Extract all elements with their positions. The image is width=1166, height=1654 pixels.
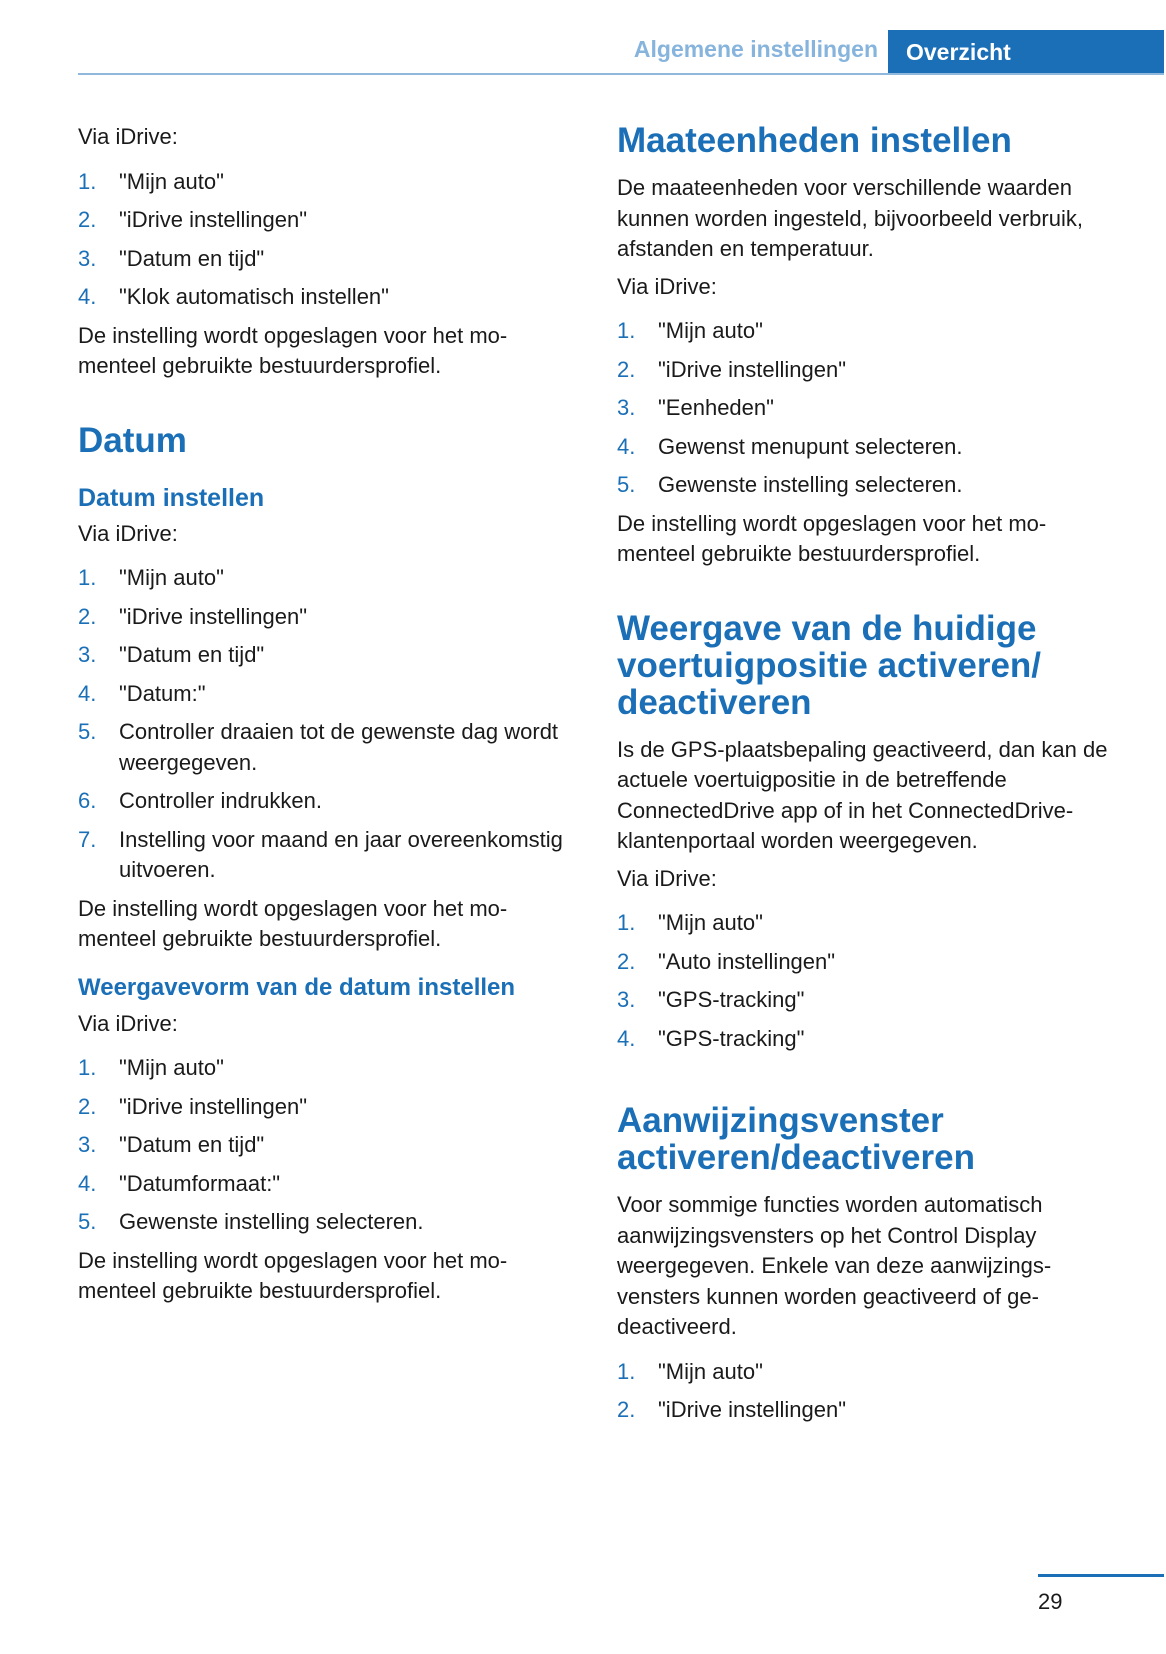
header-rule	[78, 73, 1164, 75]
list-item	[78, 1053, 573, 1084]
list-item	[617, 947, 1112, 978]
step-text: "Mijn auto"	[119, 168, 224, 194]
page-number: 29	[1038, 1589, 1063, 1614]
hints-steps	[617, 1357, 1112, 1426]
list-item	[78, 282, 573, 313]
step-number: 1.	[78, 168, 97, 194]
list-item	[617, 908, 1112, 939]
step-number: 3.	[78, 1132, 97, 1157]
step-number: 4.	[617, 1025, 636, 1051]
units-via: Via iDrive:	[617, 273, 717, 299]
step-number: 4.	[78, 1170, 97, 1196]
step-text: "Mijn auto"	[658, 1358, 763, 1384]
step-text: Controller indrukken.	[119, 788, 322, 813]
list-item	[78, 563, 573, 594]
left-column	[78, 122, 573, 1307]
step-text: "Mijn auto"	[119, 1055, 224, 1080]
list-item	[78, 1130, 573, 1161]
list-item	[78, 679, 573, 710]
list-item	[78, 825, 573, 886]
list-item	[78, 1169, 573, 1200]
list-item	[78, 167, 573, 198]
hints-heading: Aanwijzingsvenster activeren/deactiveren	[617, 1101, 975, 1177]
step-text: "Mijn auto"	[119, 565, 224, 590]
step-text: "iDrive instellingen"	[119, 207, 308, 232]
step-number: 3.	[617, 987, 636, 1012]
step-text: Instelling voor maand en jaar overeenkomstig uitvoeren.	[119, 826, 563, 882]
datum-format-note: De instelling wordt opgeslagen voor het momenteel gebruikte bestuurdersprofiel.	[78, 1247, 508, 1303]
step-number: 5.	[78, 719, 97, 744]
position-body: Is de GPS-plaatsbepaling geactiveerd, dan kan de actuele voertuigpositie in de betreffende ConnectedDrive app of in het ConnectedDrive-klantenportaal worden weergegeven.	[617, 736, 1108, 853]
step-text: Gewenst menupunt selecteren.	[658, 433, 963, 459]
list-item	[617, 316, 1112, 347]
step-number: 4.	[78, 680, 97, 706]
datum-heading: Datum	[78, 420, 187, 460]
step-number: 1.	[617, 910, 636, 935]
step-text: "iDrive instellingen"	[658, 356, 847, 382]
list-item	[78, 1092, 573, 1123]
list-item	[78, 602, 573, 633]
step-number: 3.	[617, 395, 636, 420]
step-number: 1.	[617, 1358, 636, 1384]
step-text: "Klok automatisch instellen"	[119, 284, 389, 309]
step-text: "iDrive instellingen"	[658, 1397, 847, 1422]
datum-set-heading: Datum instellen	[78, 483, 265, 512]
list-item	[78, 244, 573, 275]
step-number: 5.	[617, 472, 636, 497]
list-item	[617, 355, 1112, 386]
list-item	[78, 1207, 573, 1238]
step-text: "Mijn auto"	[658, 910, 763, 935]
units-steps	[617, 316, 1112, 501]
list-item	[617, 1395, 1112, 1426]
step-text: "Datum en tijd"	[119, 1132, 265, 1157]
step-text: "Mijn auto"	[658, 318, 763, 343]
units-body: De maateenheden voor verschillende waarden kunnen worden ingesteld, bijvoorbeeld verbruik, afstanden en temperatuur.	[617, 175, 1083, 261]
list-item	[617, 432, 1112, 463]
list-item	[617, 1024, 1112, 1055]
step-number: 2.	[617, 1397, 636, 1422]
datum-format-heading: Weergavevorm van de datum instellen	[78, 973, 516, 1001]
intro-via: Via iDrive:	[78, 124, 178, 149]
datum-set-via: Via iDrive:	[78, 520, 178, 546]
step-number: 5.	[78, 1209, 97, 1234]
step-number: 2.	[617, 356, 636, 382]
step-text: "Datumformaat:"	[119, 1170, 281, 1196]
units-note: De instelling wordt opgeslagen voor het momenteel gebruikte bestuurdersprofiel.	[617, 510, 1047, 566]
list-item	[617, 393, 1112, 424]
units-heading: Maateenheden instellen	[617, 121, 1012, 160]
intro-steps	[78, 167, 573, 313]
step-number: 3.	[78, 245, 97, 271]
position-heading: Weergave van de huidige voertuigpositie activeren/ deactiveren	[617, 608, 1042, 722]
step-text: "iDrive instellingen"	[119, 1093, 308, 1119]
right-column	[617, 122, 1112, 1434]
datum-format-steps	[78, 1053, 573, 1238]
step-text: "Datum en tijd"	[119, 642, 265, 667]
step-number: 2.	[78, 207, 97, 232]
header-chapter-tab: Overzicht	[888, 30, 1164, 75]
step-text: "iDrive instellingen"	[119, 603, 308, 629]
list-item	[617, 985, 1112, 1016]
step-number: 1.	[78, 565, 97, 590]
step-number: 4.	[78, 284, 97, 309]
intro-note: De instelling wordt opgeslagen voor het momenteel gebruikte bestuurdersprofiel.	[78, 322, 508, 378]
step-text: "Datum en tijd"	[119, 245, 265, 271]
list-item	[617, 470, 1112, 501]
footer-rule	[1038, 1574, 1164, 1577]
step-number: 6.	[78, 788, 97, 813]
list-item	[617, 1357, 1112, 1388]
step-text: Gewenste instelling selecteren.	[658, 472, 963, 497]
step-text: "Datum:"	[119, 680, 206, 706]
step-number: 1.	[617, 318, 636, 343]
datum-set-note: De instelling wordt opgeslagen voor het momenteel gebruikte bestuurdersprofiel.	[78, 895, 508, 951]
step-number: 3.	[78, 642, 97, 667]
step-number: 7.	[78, 826, 97, 852]
list-item	[78, 786, 573, 817]
step-number: 1.	[78, 1055, 97, 1080]
step-number: 4.	[617, 433, 636, 459]
step-text: "GPS-tracking"	[658, 1025, 805, 1051]
datum-format-via: Via iDrive:	[78, 1010, 178, 1036]
step-number: 2.	[78, 1093, 97, 1119]
step-text: "Eenheden"	[658, 395, 774, 420]
list-item	[78, 640, 573, 671]
step-number: 2.	[78, 603, 97, 629]
position-via: Via iDrive:	[617, 865, 717, 891]
step-text: "Auto instellingen"	[658, 948, 836, 974]
step-text: "GPS-tracking"	[658, 987, 805, 1012]
list-item	[78, 205, 573, 236]
datum-set-steps	[78, 563, 573, 886]
step-number: 2.	[617, 948, 636, 974]
header-section-title: Algemene instellingen	[633, 36, 878, 62]
step-text: Controller draaien tot de gewenste dag wordt weergegeven.	[119, 719, 559, 775]
step-text: Gewenste instelling selecteren.	[119, 1209, 424, 1234]
list-item	[78, 717, 573, 778]
hints-body: Voor sommige functies worden automatisch aanwijzingsvensters op het Control Display weergegeven. Enkele van deze aanwijzingsvensters kunnen worden geactiveerd of gedeactiveerd.	[617, 1192, 1052, 1339]
position-steps	[617, 908, 1112, 1054]
